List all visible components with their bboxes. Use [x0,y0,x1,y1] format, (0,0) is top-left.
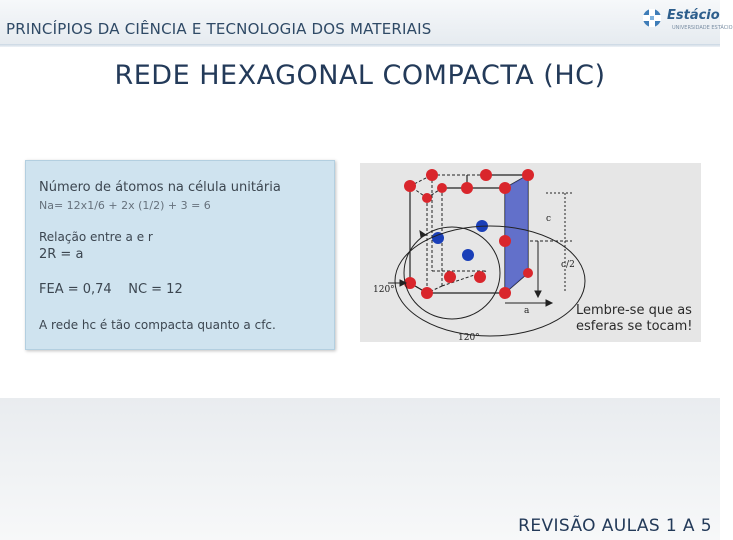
footer-text: REVISÃO AULAS 1 A 5 [518,516,712,536]
label-angle-bottom: 120° [458,333,480,343]
atoms-formula: Na= 12x1/6 + 2x (1/2) + 3 = 6 [39,199,211,212]
relation-value: 2R = a [39,247,84,262]
note-line-1: Lembre-se que as [576,303,692,318]
relation-heading: Relação entre a e r [39,230,153,244]
comparison-text: A rede hc é tão compacta quanto a cfc. [39,318,276,332]
logo-text: Estácio [667,8,720,23]
label-a: a [524,306,530,316]
slide-title: REDE HEXAGONAL COMPACTA (HC) [114,60,606,91]
logo-subtext: UNIVERSIDADE ESTÁCIO [672,25,733,31]
header-divider [0,44,720,47]
label-c-half: c/2 [561,260,575,270]
course-title: PRINCÍPIOS DA CIÊNCIA E TECNOLOGIA DOS MATERIAIS [6,20,432,38]
fea-nc-values: FEA = 0,74 NC = 12 [39,282,183,297]
info-panel [25,160,335,350]
label-c: c [546,214,552,224]
atoms-heading: Número de átomos na célula unitária [39,180,281,195]
label-angle-left: 120° [373,285,395,295]
base-ellipse [395,226,585,336]
arrow-icons [388,193,572,306]
note-line-2: esferas se tocam! [576,319,693,334]
figure-note [576,303,693,335]
